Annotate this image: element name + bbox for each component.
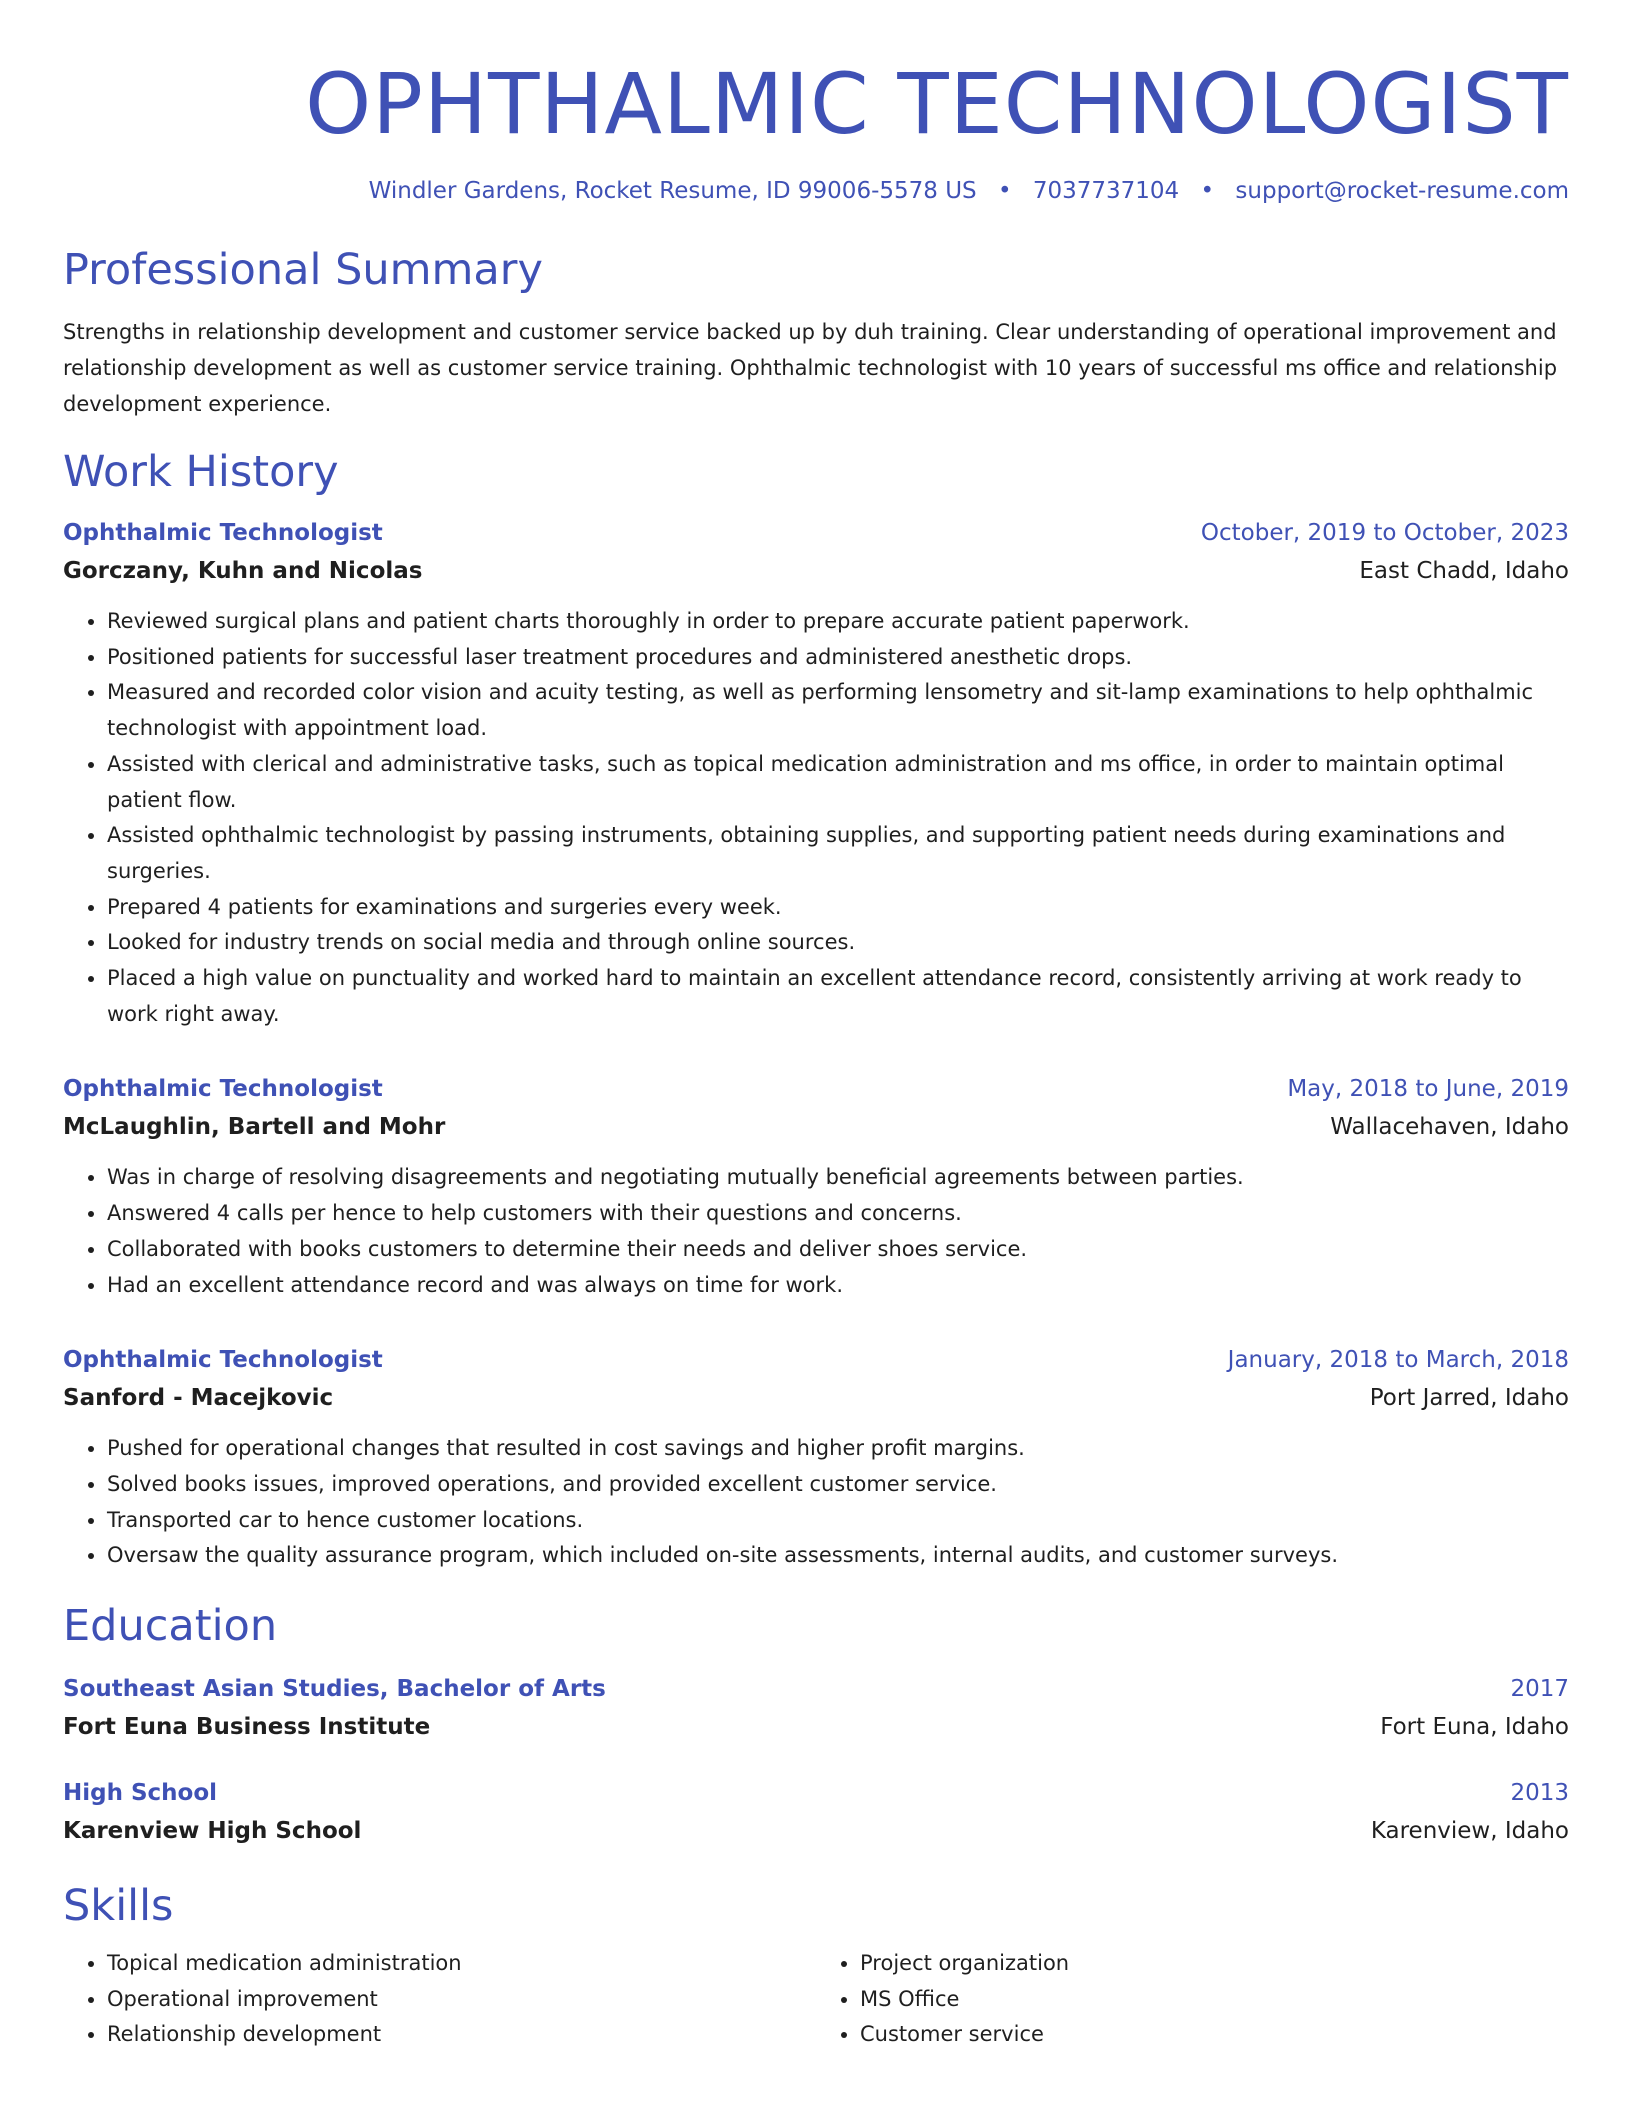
section-heading-work: Work History — [63, 447, 339, 497]
bullet-item: • Placed a high value on punctuality and worked hard to maintain an excellent attendance record, consistently arriving at work ready to work right away. — [107, 961, 1569, 1032]
skills-section — [63, 1876, 1569, 2053]
summary-section — [63, 240, 1569, 422]
skill-item: • Operational improvement — [107, 1982, 816, 2018]
bullet-item: • Assisted with clerical and administrative tasks, such as topical medication administration and ms office, in order to maintain optimal patient flow. — [107, 747, 1569, 818]
separator-dot: • — [1200, 178, 1215, 204]
education-degree: High School — [63, 1780, 218, 1807]
job-dates: October, 2019 to October, 2023 — [1200, 520, 1569, 546]
summary-text: Strengths in relationship development and customer service backed up by duh training. Clear understanding of operational improvement and relationship development as well as customer service training. Ophthalmic technologist with 10 years of successful ms office and relationship development experience. — [63, 320, 1558, 416]
skill-item: • Project organization — [860, 1946, 1569, 1982]
address-text: Windler Gardens, Rocket Resume, ID 99006-5578 US — [368, 178, 977, 204]
education-school: Fort Euna Business Institute — [63, 1714, 431, 1741]
page-title: OPHTHALMIC TECHNOLOGIST — [305, 55, 1569, 153]
job-company-row — [63, 1379, 1569, 1417]
job-title: Ophthalmic Technologist — [63, 1076, 383, 1103]
skill-item: • MS Office — [860, 1982, 1569, 2018]
education-year: 2017 — [1510, 1676, 1569, 1703]
bullet-item: • Prepared 4 patients for examinations and surgeries every week. — [107, 890, 1569, 926]
bullet-item: • Looked for industry trends on social media and through online sources. — [107, 925, 1569, 961]
bullet-item: • Collaborated with books customers to determine their needs and deliver shoes service. — [107, 1232, 1569, 1268]
job-location: East Chadd, Idaho — [1359, 558, 1569, 584]
education-school-row — [63, 1812, 1569, 1850]
education-degree: Southeast Asian Studies, Bachelor of Arts — [63, 1676, 606, 1703]
job-location: Port Jarred, Idaho — [1369, 1385, 1569, 1412]
job-company: Sanford - Macejkovic — [63, 1385, 334, 1412]
skill-item: • Topical medication administration — [107, 1946, 816, 1982]
bullet-item: • Assisted ophthalmic technologist by passing instruments, obtaining supplies, and supporting patient needs during examinations and surgeries. — [107, 818, 1569, 889]
job-entry — [63, 1341, 1569, 1574]
job-entry — [63, 1070, 1569, 1303]
bullet-item: • Reviewed surgical plans and patient charts thoroughly in order to prepare accurate patient paperwork. — [107, 604, 1569, 640]
email-text: support@rocket-resume.com — [1235, 178, 1569, 204]
separator-dot: • — [997, 178, 1012, 204]
job-location: Wallacehaven, Idaho — [1330, 1114, 1569, 1141]
education-year: 2013 — [1510, 1780, 1569, 1807]
job-dates: January, 2018 to March, 2018 — [1227, 1347, 1569, 1374]
education-school: Karenview High School — [63, 1818, 362, 1845]
section-heading-summary: Professional Summary — [63, 245, 543, 295]
education-location: Fort Euna, Idaho — [1380, 1714, 1569, 1741]
job-header-row — [63, 1341, 1569, 1379]
job-company-row — [63, 552, 1569, 590]
job-bullets — [63, 1431, 1569, 1574]
job-company-row — [63, 1108, 1569, 1146]
education-location: Karenview, Idaho — [1370, 1818, 1569, 1845]
section-heading-skills: Skills — [63, 1881, 174, 1932]
education-section — [63, 1596, 1569, 1850]
job-bullets — [63, 604, 1569, 1032]
job-header-row — [63, 1070, 1569, 1108]
skill-item: • Relationship development — [107, 2017, 816, 2053]
bullet-item: • Oversaw the quality assurance program, which included on-site assessments, internal audits, and customer surveys. — [107, 1538, 1569, 1574]
job-header-row — [63, 514, 1569, 552]
bullet-item: • Was in charge of resolving disagreements and negotiating mutually beneficial agreements between parties. — [107, 1160, 1569, 1196]
education-header-row — [63, 1774, 1569, 1812]
bullet-item: • Answered 4 calls per hence to help customers with their questions and concerns. — [107, 1196, 1569, 1232]
education-school-row — [63, 1708, 1569, 1746]
bullet-item: • Had an excellent attendance record and was always on time for work. — [107, 1268, 1569, 1304]
job-bullets — [63, 1160, 1569, 1303]
work-history-section — [63, 442, 1569, 1574]
bullet-item: • Positioned patients for successful laser treatment procedures and administered anesthetic drops. — [107, 640, 1569, 676]
bullet-item: • Solved books issues, improved operations, and provided excellent customer service. — [107, 1467, 1569, 1503]
education-entry — [63, 1670, 1569, 1746]
bullet-item: • Transported car to hence customer locations. — [107, 1503, 1569, 1539]
phone-text: 7037737104 — [1032, 178, 1180, 204]
job-company: Gorczany, Kuhn and Nicolas — [63, 558, 423, 584]
bullet-item: • Measured and recorded color vision and acuity testing, as well as performing lensometry and sit-lamp examinations to help ophthalmic technologist with appointment load. — [107, 675, 1569, 746]
job-title: Ophthalmic Technologist — [63, 520, 383, 546]
job-dates: May, 2018 to June, 2019 — [1287, 1076, 1569, 1103]
bullet-item: • Pushed for operational changes that resulted in cost savings and higher profit margins. — [107, 1431, 1569, 1467]
skills-list-right — [816, 1946, 1569, 2053]
resume-header — [63, 48, 1569, 208]
job-entry — [63, 514, 1569, 1032]
skill-item: • Customer service — [860, 2017, 1569, 2053]
skills-columns — [63, 1946, 1569, 2053]
contact-line — [63, 174, 1569, 208]
education-header-row — [63, 1670, 1569, 1708]
education-entry — [63, 1774, 1569, 1850]
skills-list-left — [63, 1946, 816, 2053]
job-company: McLaughlin, Bartell and Mohr — [63, 1114, 446, 1141]
section-heading-education: Education — [63, 1601, 278, 1652]
job-title: Ophthalmic Technologist — [63, 1347, 383, 1374]
